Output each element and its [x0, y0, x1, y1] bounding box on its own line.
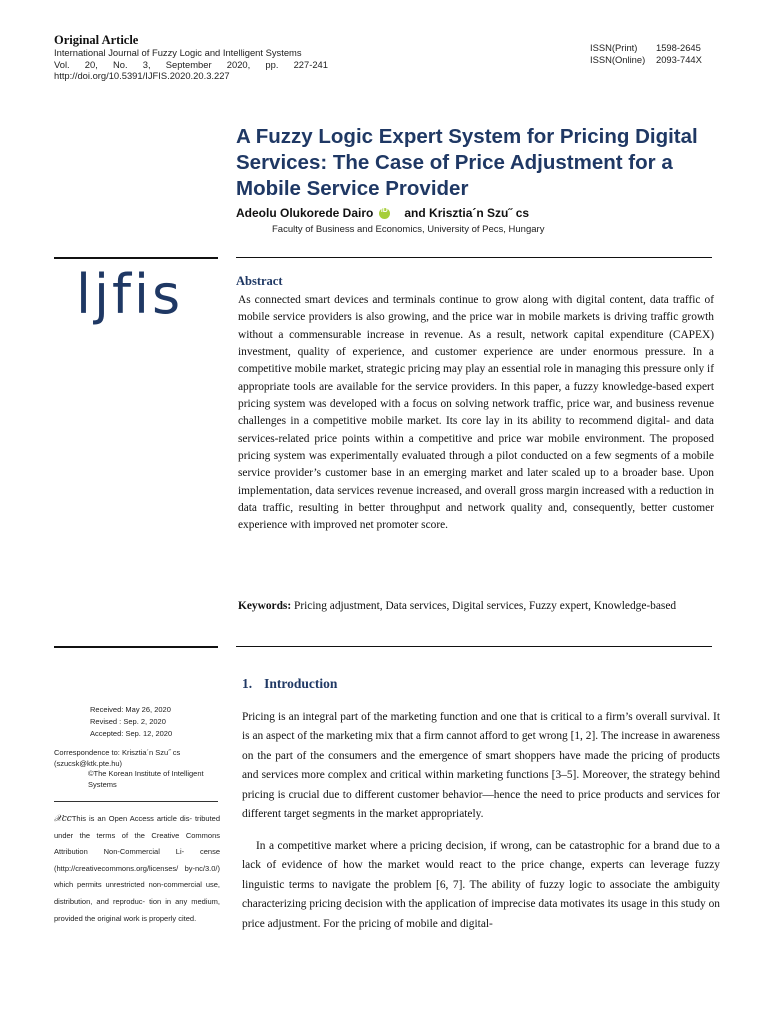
author-1: Adeolu Olukorede Dairo	[236, 206, 374, 220]
correspondence-block	[54, 748, 224, 790]
received-date: Received: May 26, 2020	[90, 705, 171, 714]
divider	[236, 646, 712, 647]
section-number: 1.	[242, 676, 253, 691]
creative-commons-icon: 𝒳cc	[54, 814, 72, 824]
divider	[54, 646, 218, 648]
divider	[54, 801, 218, 802]
paper-title: A Fuzzy Logic Expert System for Pricing Digital Services: The Case of Price Adjustment for a Mobile Service Provider	[236, 125, 698, 200]
abstract-heading: Abstract	[236, 274, 283, 288]
issn-print-label: ISSN(Print)	[590, 42, 638, 53]
issn-block	[590, 42, 720, 65]
issn-print	[590, 42, 720, 54]
issn-print-value: 1598-2645	[656, 42, 701, 53]
divider	[54, 257, 218, 259]
keywords	[238, 598, 714, 614]
journal-header	[54, 33, 344, 82]
article-type: Original Article	[54, 33, 139, 47]
section-title: Introduction	[264, 676, 338, 691]
volume-line: Vol. 20, No. 3, September 2020, pp. 227-241	[54, 58, 328, 70]
license-notice	[54, 811, 220, 927]
copyright: ©The Korean Institute of Intelligent Systems	[88, 769, 204, 789]
journal-name: International Journal of Fuzzy Logic and Intelligent Systems	[54, 47, 302, 58]
divider	[236, 257, 712, 258]
author-line	[236, 206, 529, 220]
abstract-body: As connected smart devices and terminals continue to grow along with digital content, data traffic of mobile service providers is also growing, and the price war in mobile markets is driving traffic growth without a commensurable increase in revenue. As a result, network capital expenditure (CAPEX) investment, quality of experience, and customer experience are under enormous pressure. In a competitive mobile market, strategic pricing may play an essential role in managing this pressure only if appropriate tools are available for the service providers. In this paper, a fuzzy knowledge-based expert pricing system was developed with a focus on solving network traffic, price war, and business revenue challenges in a competitive mobile market. Its core lay in its ability to recommend digital- and data services-related price points within a competitive and price war mobile environment. The proposed pricing system was experimentally evaluated through a pilot conducted on a few segments of a mobile service provider’s customer base in an emerging market and later scaled up to a broader base. Upon implementation, data services revenue increased, and overall gross margin increased with a reduction in data traffic, resulting in better throughput and network quality and, consequently, better customer experience with improved net promoter score.	[238, 294, 714, 532]
issn-online	[590, 54, 720, 66]
intro-paragraph-1: Pricing is an integral part of the marketing function and one that is critical to a firm’s overall survival. It is an aspect of the marketing mix that a firm cannot afford to get wrong [1, 2]. The increase in awareness on the part of the consumers and the emergence of smart shoppers have made the pricing of products and services more complex and critical within marketing functions [3–5]. Moreover, the strategy behind pricing is crucial due to different customer behavior—hence the need to price products and services for different target segments in the market appropriately.	[242, 711, 720, 821]
issn-online-label: ISSN(Online)	[590, 53, 646, 65]
author-2: and Krisztia´n Szu˝ cs	[404, 206, 530, 220]
orcid-icon[interactable]	[379, 208, 390, 219]
article-dates	[90, 704, 172, 740]
accepted-date: Accepted: Sep. 12, 2020	[90, 729, 173, 738]
doi-link[interactable]: http://doi.org/10.5391/IJFIS.2020.20.3.227	[54, 70, 230, 81]
license-text: This is an Open Access article dis- tributed under the terms of the Creative Commons Attribution Non-Commercial Li- cense (http://creativecommons.org/licenses/ by-nc/3.0/) which permits unrestricted non-commercial use, distribution, and reproduc- tion in any medium, provided the original work is properly cited.	[54, 814, 220, 923]
keywords-label: Keywords:	[238, 600, 292, 612]
issn-online-value: 2093-744X	[656, 53, 702, 65]
revised-date: Revised : Sep. 2, 2020	[90, 717, 166, 726]
section-heading-introduction	[242, 676, 337, 692]
keywords-list: Pricing adjustment, Data services, Digital services, Fuzzy expert, Knowledge-based	[294, 600, 677, 612]
affiliation: Faculty of Business and Economics, University of Pecs, Hungary	[272, 224, 545, 235]
journal-logo: ljfis	[76, 263, 184, 326]
correspondence: Correspondence to: Krisztia´n Szu˝ cs (szucsk@ktk.pte.hu)	[54, 748, 181, 768]
intro-paragraph-2: In a competitive market where a pricing decision, if wrong, can be catastrophic for a brand due to a lack of evidence of how the market would react to the price change, experts can leverage fuzzy linguistic terms to navigate the problem [6, 7]. The ability of fuzzy logic to associate the ambiguity characterizing pricing decision with the application of imprecise data motivates its usage in this study on price adjustment. For the pricing of mobile and digital-	[242, 840, 720, 930]
